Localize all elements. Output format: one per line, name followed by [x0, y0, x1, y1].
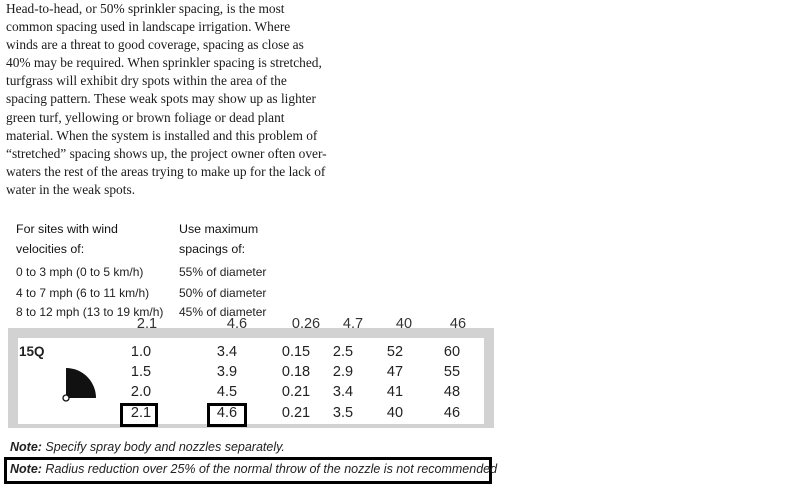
paragraph-line: winds are a threat to good coverage, spacing as close as — [6, 37, 304, 53]
cut-cell: 46 — [449, 316, 467, 332]
precip-cell: 52 — [386, 344, 404, 360]
flow-cell: 0.15 — [281, 344, 311, 360]
note-radius-reduction — [10, 462, 497, 476]
flow-cell: 3.5 — [332, 405, 354, 421]
note-specify — [10, 440, 285, 454]
precip-cell: 48 — [443, 384, 461, 400]
radius-cell: 4.6 — [216, 405, 238, 421]
wind-spacing: 55% of diameter — [179, 265, 267, 279]
precip-cell: 60 — [443, 344, 461, 360]
precip-cell: 47 — [386, 364, 404, 380]
quarter-circle-pattern-icon — [60, 366, 110, 404]
wind-header-right-line: spacings of: — [179, 242, 246, 256]
wind-header-right-line: Use maximum — [179, 222, 259, 236]
radius-cell: 3.9 — [216, 364, 238, 380]
flow-cell: 0.21 — [281, 384, 311, 400]
paragraph-line: waters the rest of the areas trying to make up for the lack of — [6, 163, 326, 179]
radius-cell: 2.0 — [130, 384, 152, 400]
radius-cell: 1.0 — [130, 344, 152, 360]
radius-cell: 3.4 — [216, 344, 238, 360]
nozzle-model: 15Q — [19, 344, 45, 359]
note-label: Note: — [10, 440, 42, 454]
paragraph-line: turfgrass will exhibit dry spots within the area of the — [6, 73, 287, 89]
note-label: Note: — [10, 462, 42, 476]
cut-cell: 40 — [395, 316, 413, 332]
paragraph-line: Head-to-head, or 50% sprinkler spacing, is the most — [6, 1, 285, 16]
flow-cell: 2.9 — [332, 364, 354, 380]
wind-velocity: 0 to 3 mph (0 to 5 km/h) — [16, 265, 144, 279]
cut-cell: 4.6 — [226, 316, 248, 332]
paragraph-line: spacing pattern. These weak spots may show up as lighter — [6, 91, 316, 107]
body-paragraph — [6, 0, 362, 199]
radius-cell: 1.5 — [130, 364, 152, 380]
paragraph-line: material. When the system is installed and this problem of — [6, 127, 318, 143]
flow-cell: 3.4 — [332, 384, 354, 400]
flow-cell: 0.21 — [281, 405, 311, 421]
note-text: Specify spray body and nozzles separately. — [41, 440, 285, 454]
wind-velocity: 8 to 12 mph (13 to 19 km/h) — [16, 305, 164, 319]
paragraph-line: green turf, yellowing or brown foliage or dead plant — [6, 109, 285, 125]
radius-cell: 2.1 — [130, 405, 152, 421]
paragraph-line: 40% may be required. When sprinkler spacing is stretched, — [6, 55, 322, 71]
precip-cell: 41 — [386, 384, 404, 400]
wind-header-left-line: velocities of: — [16, 242, 85, 256]
flow-cell: 2.5 — [332, 344, 354, 360]
wind-spacing: 50% of diameter — [179, 286, 267, 300]
wind-header-right — [179, 219, 258, 259]
paragraph-line: “stretched” spacing shows up, the project owner often over- — [6, 145, 327, 161]
cut-cell: 4.7 — [342, 316, 364, 332]
paragraph-line: common spacing used in landscape irrigation. Where — [6, 19, 291, 35]
highlight-box-radius-max — [207, 403, 247, 427]
wind-header-left-line: For sites with wind — [16, 222, 118, 236]
precip-cell: 40 — [386, 405, 404, 421]
highlight-box-radius — [120, 403, 158, 427]
precip-cell: 55 — [443, 364, 461, 380]
wind-velocity: 4 to 7 mph (6 to 11 km/h) — [16, 286, 150, 300]
paragraph-line: water in the weak spots. — [6, 181, 136, 197]
cut-cell: 0.26 — [291, 316, 321, 332]
precip-cell: 46 — [443, 405, 461, 421]
cut-cell: 2.1 — [136, 316, 158, 332]
wind-header-left — [16, 219, 118, 259]
wind-spacing: 45% of diameter — [179, 305, 267, 319]
note-text: Radius reduction over 25% of the normal throw of the nozzle is not recommended — [41, 462, 498, 476]
radius-cell: 4.5 — [216, 384, 238, 400]
flow-cell: 0.18 — [281, 364, 311, 380]
